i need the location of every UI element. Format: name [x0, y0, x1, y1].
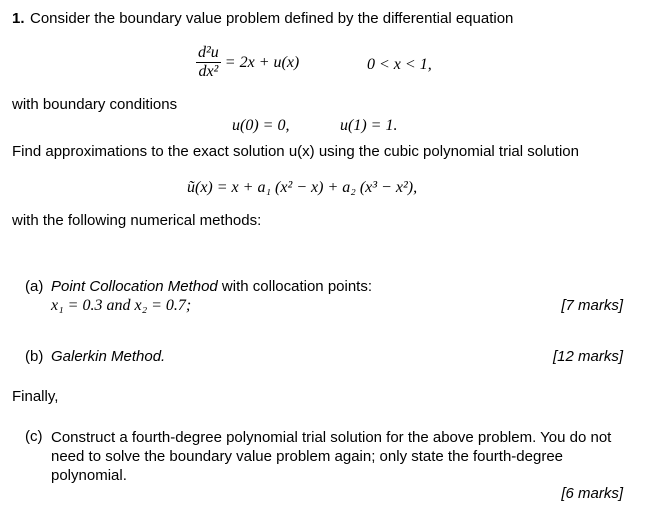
part-a-marks: [7 marks] — [561, 297, 623, 314]
equation-domain: 0 < x < 1, — [367, 56, 432, 73]
part-b-marks: [12 marks] — [552, 348, 623, 365]
methods-intro: with the following numerical methods: — [12, 212, 262, 229]
find-text: Find approximations to the exact solution u(x) using the cubic polynomial trial solution — [12, 143, 579, 160]
part-a-rest: with collocation points: — [217, 278, 373, 295]
part-a-text — [51, 278, 372, 295]
part-c-label: (c) — [25, 428, 43, 445]
differential-equation — [196, 44, 299, 81]
trial-solution: ũ(x) = x + a₁ (x² − x) + a₂ (x³ − x²), — [187, 179, 418, 196]
question-number: 1. — [12, 10, 25, 27]
part-b-method: Galerkin Method. — [51, 348, 166, 365]
bc-intro: with boundary conditions — [12, 96, 178, 113]
derivative-fraction — [196, 44, 221, 81]
question-intro: Consider the boundary value problem defined by the differential equation — [30, 10, 514, 27]
part-a-method: Point Collocation Method — [51, 278, 218, 295]
part-a-points: x₁ = 0.3 and x₂ = 0.7; — [51, 297, 192, 314]
fraction-numerator: d²u — [198, 44, 219, 61]
part-c-text: Construct a fourth-degree polynomial trial solution for the above problem. You do not need to solve the boundary value problem again; only state the fourth-degree polynomial. — [51, 429, 612, 484]
part-c-marks: [6 marks] — [561, 485, 623, 502]
part-b-label: (b) — [25, 348, 44, 365]
fraction-denominator: dx² — [198, 63, 219, 80]
bc-right: u(1) = 1. — [340, 117, 398, 134]
equation-rhs: = 2x + u(x) — [224, 53, 300, 71]
bc-left: u(0) = 0, — [232, 117, 290, 134]
part-a-label: (a) — [25, 278, 44, 295]
finally-text: Finally, — [12, 388, 59, 405]
